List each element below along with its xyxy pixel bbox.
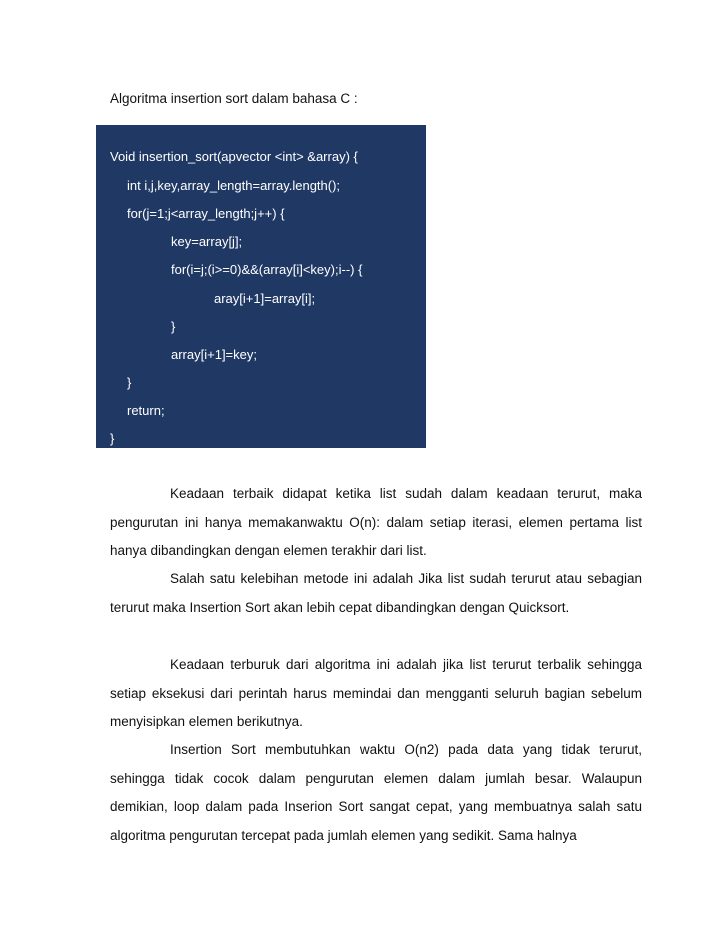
code-line: for(i=j;(i>=0)&&(array[i]<key);i--) { [171,262,363,277]
code-line: int i,j,key,array_length=array.length(); [127,178,341,193]
code-line: key=array[j]; [171,234,243,249]
body-paragraph: Keadaan terbaik didapat ketika list sudah dalam keadaan terurut, maka pengurutan ini hanya memakanwaktu O(n): dalam setiap iterasi, elemen pertama list hanya dibandingkan dengan elemen terakhir dari list. [110,486,642,559]
body-paragraph: Insertion Sort membutuhkan waktu O(n2) pada data yang tidak terurut, sehingga tidak cocok dalam pengurutan elemen dalam jumlah besar. Walaupun demikian, loop dalam pada Inserion Sort sangat cepat, yang membuatnya salah satu algoritma pengurutan tercepat pada jumlah elemen yang sedikit. Sama halnya [110,742,642,843]
code-line: Void insertion_sort(apvector <int> &array) { [110,149,358,164]
body-paragraph: Salah satu kelebihan metode ini adalah Jika list sudah terurut atau sebagian terurut maka Insertion Sort akan lebih cepat dibandingkan dengan Quicksort. [110,571,642,615]
code-line: for(j=1;j<array_length;j++) { [127,206,285,221]
code-line: } [110,431,115,446]
code-line: } [171,319,176,334]
code-line: aray[i+1]=array[i]; [214,291,316,306]
code-line: } [127,375,132,390]
section-heading: Algoritma insertion sort dalam bahasa C : [110,91,358,106]
body-paragraph: Keadaan terburuk dari algoritma ini adalah jika list terurut terbalik sehingga setiap eksekusi dari perintah harus memindai dan mengganti seluruh bagian sebelum menyisipkan elemen berikutnya. [110,657,642,730]
code-block [96,125,426,448]
code-line: array[i+1]=key; [171,347,257,362]
code-line: return; [127,403,165,418]
